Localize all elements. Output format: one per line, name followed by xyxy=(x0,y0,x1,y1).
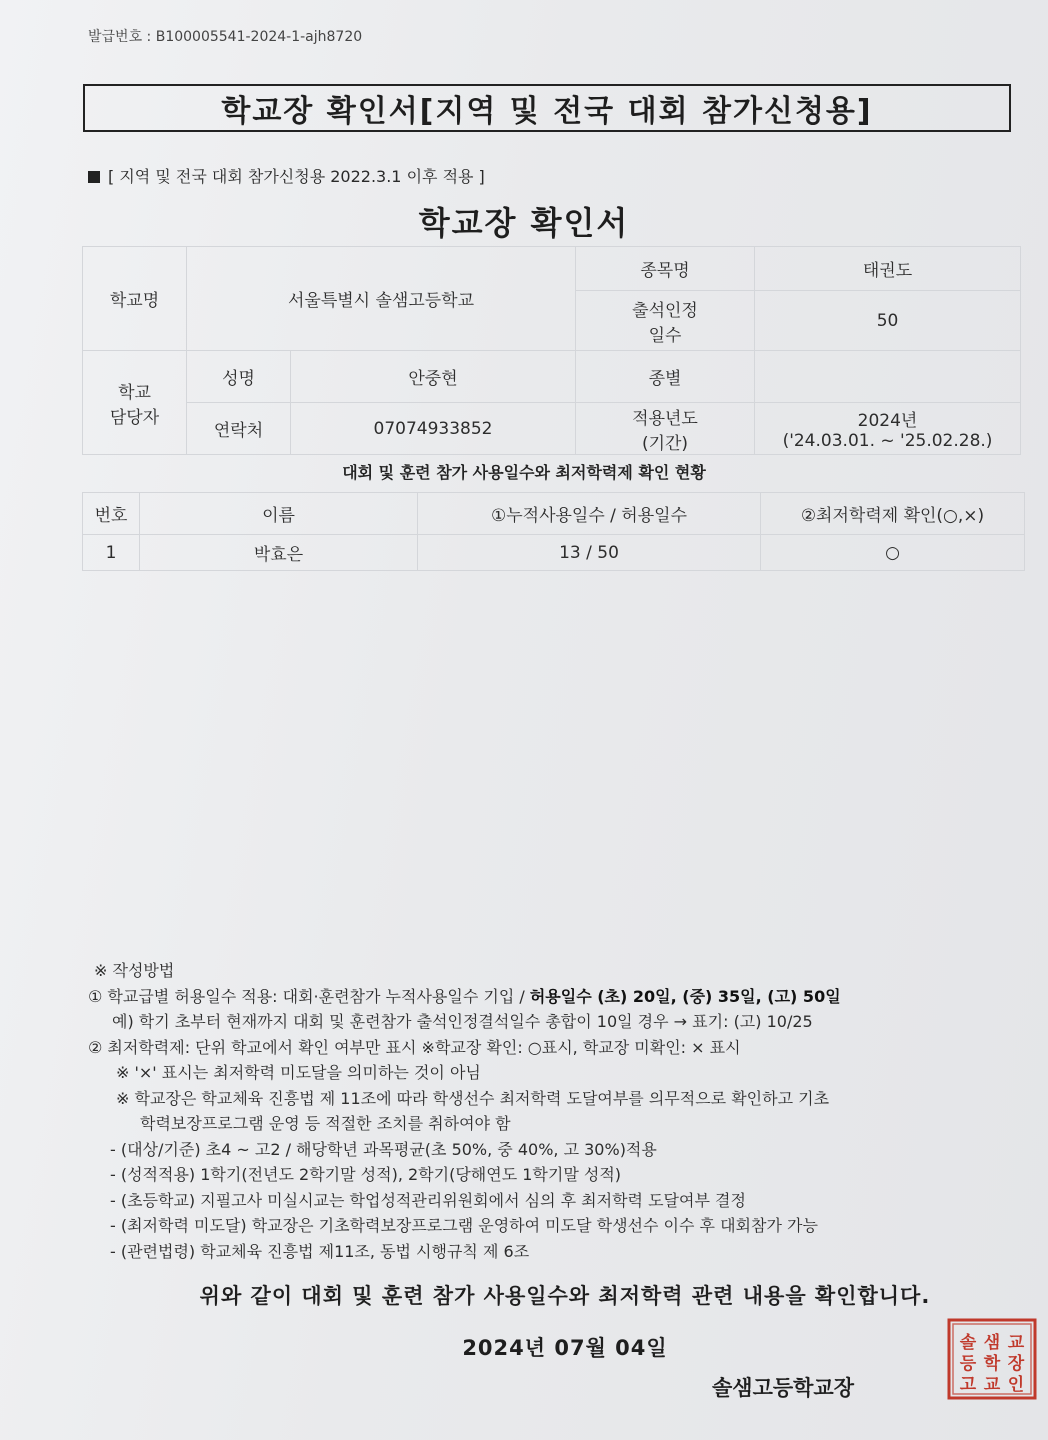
attendance-days-label-line2: 일수 xyxy=(648,325,682,346)
column-header-name: 이름 xyxy=(140,493,418,535)
issue-number: 발급번호 : B100005541-2024-1-ajh8720 xyxy=(88,29,363,45)
issue-date: 2024년 07월 04일 xyxy=(462,1336,668,1360)
seal-char: 인 xyxy=(1007,1375,1025,1395)
instruction-line: 학력보장프로그램 운영 등 적절한 조치를 취하여야 함 xyxy=(140,1114,511,1133)
instruction-line: - (관련법령) 학교체육 진흥법 제11조, 동법 시행규칙 제 6조 xyxy=(110,1241,530,1261)
instruction-line: - (최저학력 미도달) 학교장은 기초학력보장프로그램 운영하여 미도달 학생선수 이수 후 대회참가 가능 xyxy=(110,1216,818,1235)
info-row xyxy=(83,403,1021,455)
school-manager-label-line2: 담당자 xyxy=(109,407,160,428)
seal-char: 교 xyxy=(1007,1333,1025,1353)
event-category-label: 종별 xyxy=(576,351,755,403)
column-header-min-academic: ②최저학력제 확인(○,×) xyxy=(761,493,1025,535)
seal-char: 고 xyxy=(959,1375,977,1395)
info-row xyxy=(83,351,1021,403)
instruction-text: ① 학교급별 허용일수 적용: 대회·훈련참가 누적사용일수 기입 / xyxy=(88,986,530,1006)
attendance-days-value: 50 xyxy=(755,291,1021,351)
applicable-year-value-line2: ('24.03.01. ~ '25.02.28.) xyxy=(782,431,993,451)
instructions-heading xyxy=(88,958,988,984)
days-used-allowed: 13 / 50 xyxy=(418,535,761,571)
sport-label: 종목명 xyxy=(576,247,755,291)
seal-char: 솔 xyxy=(959,1333,977,1353)
application-notice xyxy=(88,164,485,187)
attendance-days-label-line1: 출석인정 xyxy=(632,300,698,321)
manager-name-value: 안중현 xyxy=(291,351,576,403)
seal-char: 등 xyxy=(959,1354,977,1374)
applicable-year-value xyxy=(755,403,1021,455)
table-header-row xyxy=(83,493,1025,535)
contact-value: 07074933852 xyxy=(291,403,576,455)
school-manager-label xyxy=(83,351,187,455)
seal-char: 샘 xyxy=(983,1333,1001,1353)
allowed-days-text: 허용일수 (초) 20일, (중) 35일, (고) 50일 xyxy=(529,986,841,1006)
school-info-table xyxy=(82,246,1021,455)
application-notice-text: [ 지역 및 전국 대회 참가신청용 2022.3.1 이후 적용 ] xyxy=(108,167,485,186)
instruction-line: ② 최저학력제: 단위 학교에서 확인 여부만 표시 ※학교장 확인: ○표시, 학교장 미확인: × 표시 xyxy=(88,1037,741,1057)
min-academic-check: ○ xyxy=(761,535,1025,571)
document-title: 학교장 확인서 xyxy=(418,204,630,242)
contact-label: 연락처 xyxy=(187,403,291,455)
square-bullet-icon xyxy=(88,171,100,183)
document-header-title: 학교장 확인서[지역 및 전국 대회 참가신청용] xyxy=(83,84,1011,132)
column-header-days: ①누적사용일수 / 허용일수 xyxy=(418,493,761,535)
section-title: 대회 및 훈련 참가 사용일수와 최저학력제 확인 현황 xyxy=(342,463,706,482)
seal-char: 장 xyxy=(1007,1354,1025,1374)
school-name-label: 학교명 xyxy=(83,247,187,351)
applicable-year-label xyxy=(576,403,755,455)
principal-signature-name: 솔샘고등학교장 xyxy=(712,1376,855,1400)
row-number: 1 xyxy=(83,535,140,571)
info-row xyxy=(83,247,1021,291)
applicable-year-value-line1: 2024년 xyxy=(857,411,918,431)
instruction-line: - (성적적용) 1학기(전년도 2학기말 성적), 2학기(당해연도 1학기말 성적) xyxy=(110,1165,622,1184)
applicable-year-label-line1: 적용년도 xyxy=(632,408,698,429)
school-name-value: 서울특별시 솔샘고등학교 xyxy=(187,247,576,351)
instruction-line xyxy=(88,984,988,1010)
instructions-heading-text: ※ 작성방법 xyxy=(94,961,175,980)
student-list-table xyxy=(82,492,1025,571)
applicable-year-label-line2: (기간) xyxy=(641,433,689,454)
student-name: 박효은 xyxy=(140,535,418,571)
seal-char: 학 xyxy=(983,1354,1001,1374)
instruction-line: ※ 학교장은 학교체육 진흥법 제 11조에 따라 학생선수 최저학력 도달여부를 의무적으로 확인하고 기초 xyxy=(116,1088,830,1108)
instruction-line: 예) 학기 초부터 현재까지 대회 및 훈련참가 출석인정결석일수 총합이 10일 경우 → 표기: (고) 10/25 xyxy=(112,1012,813,1031)
manager-name-label: 성명 xyxy=(187,351,291,403)
column-header-number: 번호 xyxy=(83,493,140,535)
instruction-line: - (대상/기준) 초4 ~ 고2 / 해당학년 과목평균(초 50%, 중 40%, 고 30%)적용 xyxy=(110,1139,657,1159)
attendance-days-label xyxy=(576,291,755,351)
seal-char: 교 xyxy=(983,1375,1001,1395)
instruction-line: ※ '×' 표시는 최저학력 미도달을 의미하는 것이 아님 xyxy=(116,1063,481,1082)
school-manager-label-line1: 학교 xyxy=(118,382,151,403)
sport-value: 태권도 xyxy=(755,247,1021,291)
instruction-line: - (초등학교) 지필고사 미실시교는 학업성적관리위원회에서 심의 후 최저학력 도달여부 결정 xyxy=(110,1190,746,1210)
official-seal-stamp xyxy=(946,1317,1038,1401)
writing-instructions xyxy=(88,958,988,1264)
table-row xyxy=(83,535,1025,571)
confirmation-statement: 위와 같이 대회 및 훈련 참가 사용일수와 최저학력 관련 내용을 확인합니다. xyxy=(199,1284,931,1308)
event-category-value xyxy=(755,351,1021,403)
